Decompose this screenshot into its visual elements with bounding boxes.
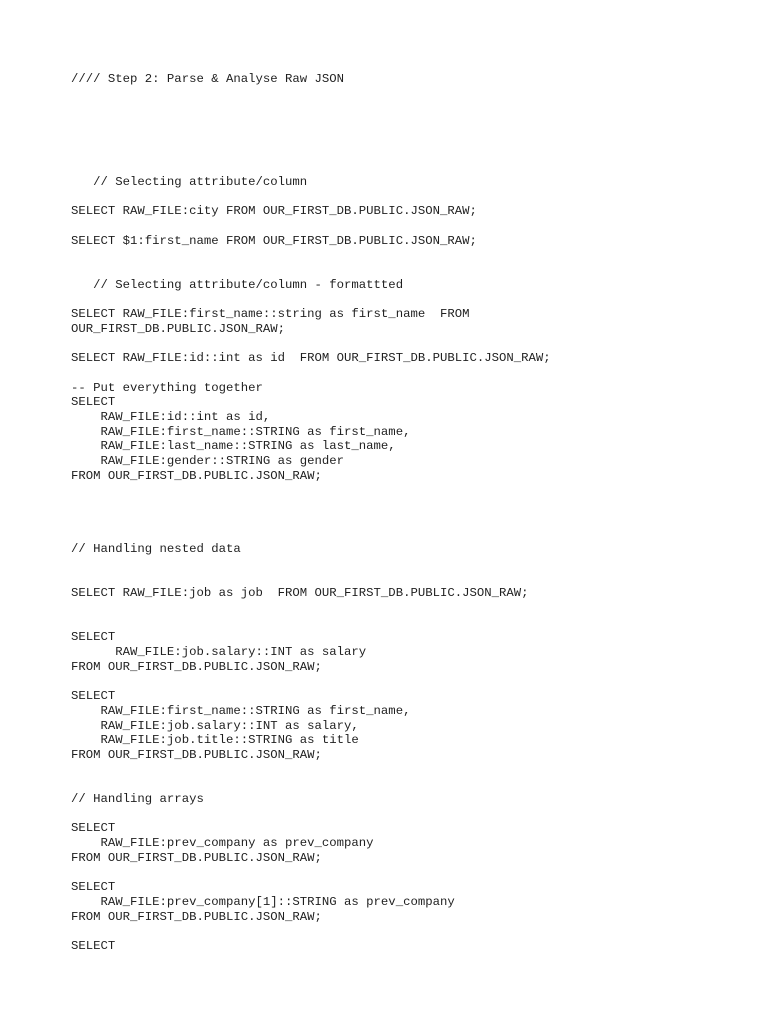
code-line: RAW_FILE:first_name::STRING as first_name, [71, 703, 411, 718]
code-line: SELECT [71, 939, 116, 954]
code-line: RAW_FILE:job.salary::INT as salary, [71, 718, 359, 733]
code-line [71, 513, 551, 528]
code-line: -- Put everything together [71, 380, 263, 395]
code-line: FROM OUR_FIRST_DB.PUBLIC.JSON_RAW; [71, 909, 322, 924]
code-line [71, 248, 551, 263]
code-line: // Handling arrays [71, 792, 204, 807]
code-line: SELECT $1:first_name FROM OUR_FIRST_DB.PUBLIC.JSON_RAW; [71, 233, 477, 248]
code-line: FROM OUR_FIRST_DB.PUBLIC.JSON_RAW; [71, 468, 322, 483]
code-line: SELECT [71, 395, 116, 410]
code-line: RAW_FILE:job.salary::INT as salary [71, 645, 367, 660]
code-line [71, 116, 551, 131]
code-line: // Selecting attribute/column - formattted [71, 277, 404, 292]
code-line [71, 131, 551, 146]
code-line [71, 763, 551, 778]
code-line [71, 336, 551, 351]
code-line [71, 101, 551, 116]
code-line: RAW_FILE:id::int as id, [71, 409, 271, 424]
code-line [71, 366, 551, 381]
code-line: SELECT RAW_FILE:city FROM OUR_FIRST_DB.PUBLIC.JSON_RAW; [71, 204, 477, 219]
code-line: SELECT RAW_FILE:first_name::string as first_name FROM [71, 307, 470, 322]
code-line: FROM OUR_FIRST_DB.PUBLIC.JSON_RAW; [71, 659, 322, 674]
code-line: RAW_FILE:prev_company as prev_company [71, 836, 374, 851]
code-line [71, 557, 551, 572]
code-line [71, 145, 551, 160]
code-line: RAW_FILE:first_name::STRING as first_name, [71, 424, 411, 439]
code-line: // Selecting attribute/column [71, 174, 308, 189]
code-line: SELECT RAW_FILE:id::int as id FROM OUR_FIRST_DB.PUBLIC.JSON_RAW; [71, 351, 551, 366]
code-line [71, 483, 551, 498]
code-line: FROM OUR_FIRST_DB.PUBLIC.JSON_RAW; [71, 850, 322, 865]
code-line [71, 616, 551, 631]
code-line: RAW_FILE:last_name::STRING as last_name, [71, 439, 396, 454]
code-line: RAW_FILE:prev_company[1]::STRING as prev_company [71, 894, 455, 909]
code-line: FROM OUR_FIRST_DB.PUBLIC.JSON_RAW; [71, 748, 322, 762]
code-line: SELECT [71, 821, 116, 836]
code-line: SELECT RAW_FILE:job as job FROM OUR_FIRST_DB.PUBLIC.JSON_RAW; [71, 586, 529, 601]
code-line: OUR_FIRST_DB.PUBLIC.JSON_RAW; [71, 321, 286, 336]
code-line [71, 292, 551, 307]
code-line: RAW_FILE:gender::STRING as gender [71, 454, 345, 469]
sql-code-block [71, 72, 551, 954]
code-line [71, 807, 551, 822]
code-line [71, 160, 551, 175]
code-line [71, 498, 551, 513]
code-line [71, 263, 551, 278]
code-line [71, 866, 551, 881]
code-line [71, 572, 551, 587]
code-line [71, 528, 551, 543]
code-line [71, 924, 551, 939]
code-line [71, 601, 551, 616]
code-line [71, 87, 551, 102]
code-line: // Handling nested data [71, 542, 241, 557]
code-line [71, 675, 551, 690]
code-line [71, 219, 551, 234]
code-line [71, 190, 551, 205]
code-line: SELECT [71, 689, 116, 704]
code-line: SELECT [71, 880, 116, 895]
code-line [71, 777, 551, 792]
code-line: //// Step 2: Parse & Analyse Raw JSON [71, 72, 345, 86]
code-line: RAW_FILE:job.title::STRING as title [71, 733, 359, 748]
code-line: SELECT [71, 630, 116, 645]
